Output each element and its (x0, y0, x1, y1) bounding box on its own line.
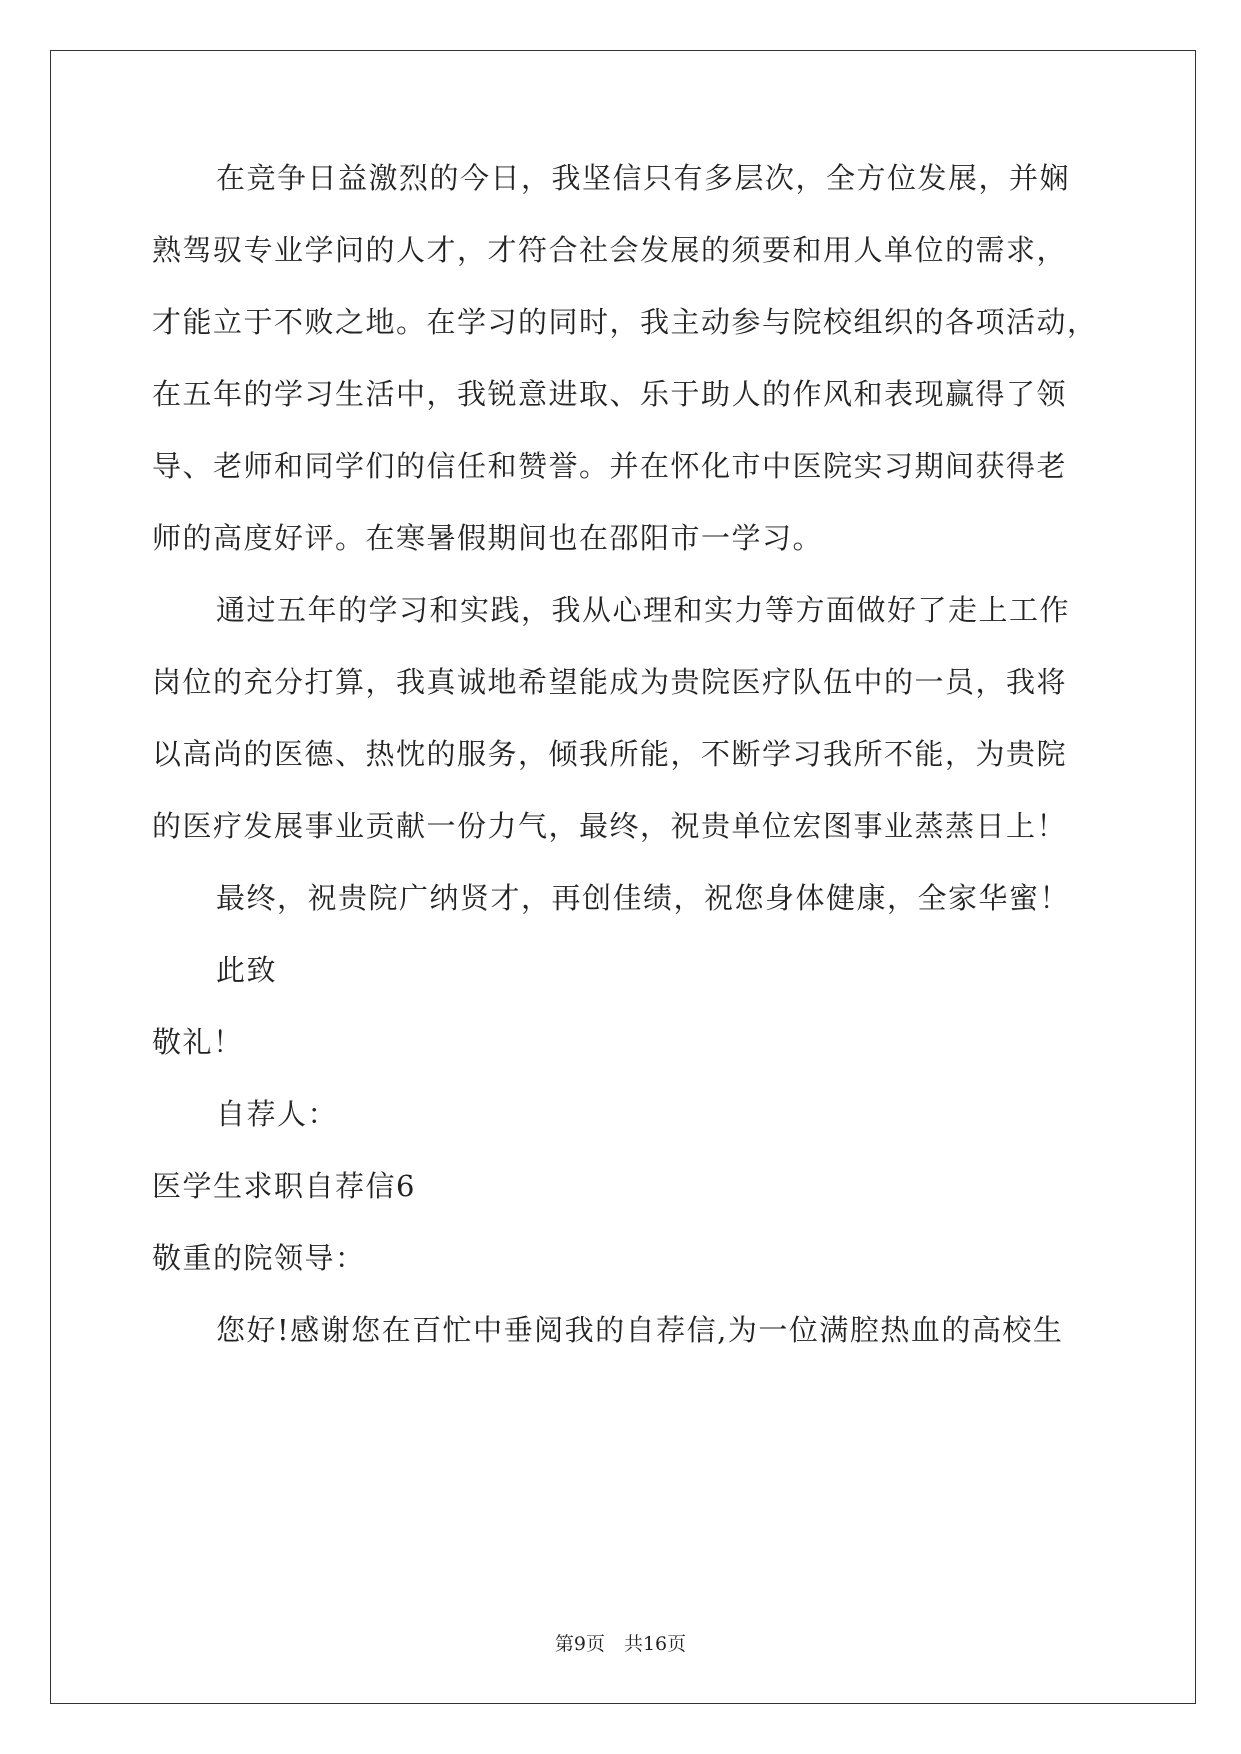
text-line-10: 的医疗发展事业贡献一份力气，最终，祝贵单位宏图事业蒸蒸日上！ (152, 809, 1068, 843)
text-line-11: 最终，祝贵院广纳贤才，再创佳绩，祝您身体健康，全家华蜜！ (216, 881, 1071, 915)
text-line-5: 导、老师和同学们的信任和赞誉。并在怀化市中医院实习期间获得老 (152, 449, 1068, 483)
text-line-17: 您好!感谢您在百忙中垂阅我的自荐信,为一位满腔热血的高校生 (216, 1313, 1064, 1347)
closing-regards: 敬礼！ (152, 1025, 244, 1059)
text-line-4: 在五年的学习生活中，我锐意进取、乐于助人的作风和表现赢得了领 (152, 377, 1068, 411)
closing-salutation: 此致 (216, 953, 278, 987)
text-line-3: 才能立于不败之地。在学习的同时，我主动参与院校组织的各项活动， (152, 305, 1098, 339)
text-line-1: 在竞争日益激烈的今日，我坚信只有多层次，全方位发展，并娴 (216, 161, 1071, 195)
signature-label: 自荐人： (216, 1097, 339, 1131)
text-line-8: 岗位的充分打算，我真诚地希望能成为贵院医疗队伍中的一员，我将 (152, 665, 1068, 699)
text-line-6: 师的高度好评。在寒暑假期间也在邵阳市一学习。 (152, 521, 824, 555)
page-number-footer: 第9页 共16页 (554, 1633, 687, 1655)
text-line-9: 以高尚的医德、热忱的服务，倾我所能，不断学习我所不能，为贵院 (152, 737, 1068, 771)
page-border (50, 50, 1196, 1704)
greeting: 敬重的院领导： (152, 1241, 366, 1275)
text-line-2: 熟驾驭专业学问的人才，才符合社会发展的须要和用人单位的需求， (152, 233, 1068, 267)
section-title: 医学生求职自荐信6 (152, 1169, 416, 1203)
text-line-7: 通过五年的学习和实践，我从心理和实力等方面做好了走上工作 (216, 593, 1071, 627)
